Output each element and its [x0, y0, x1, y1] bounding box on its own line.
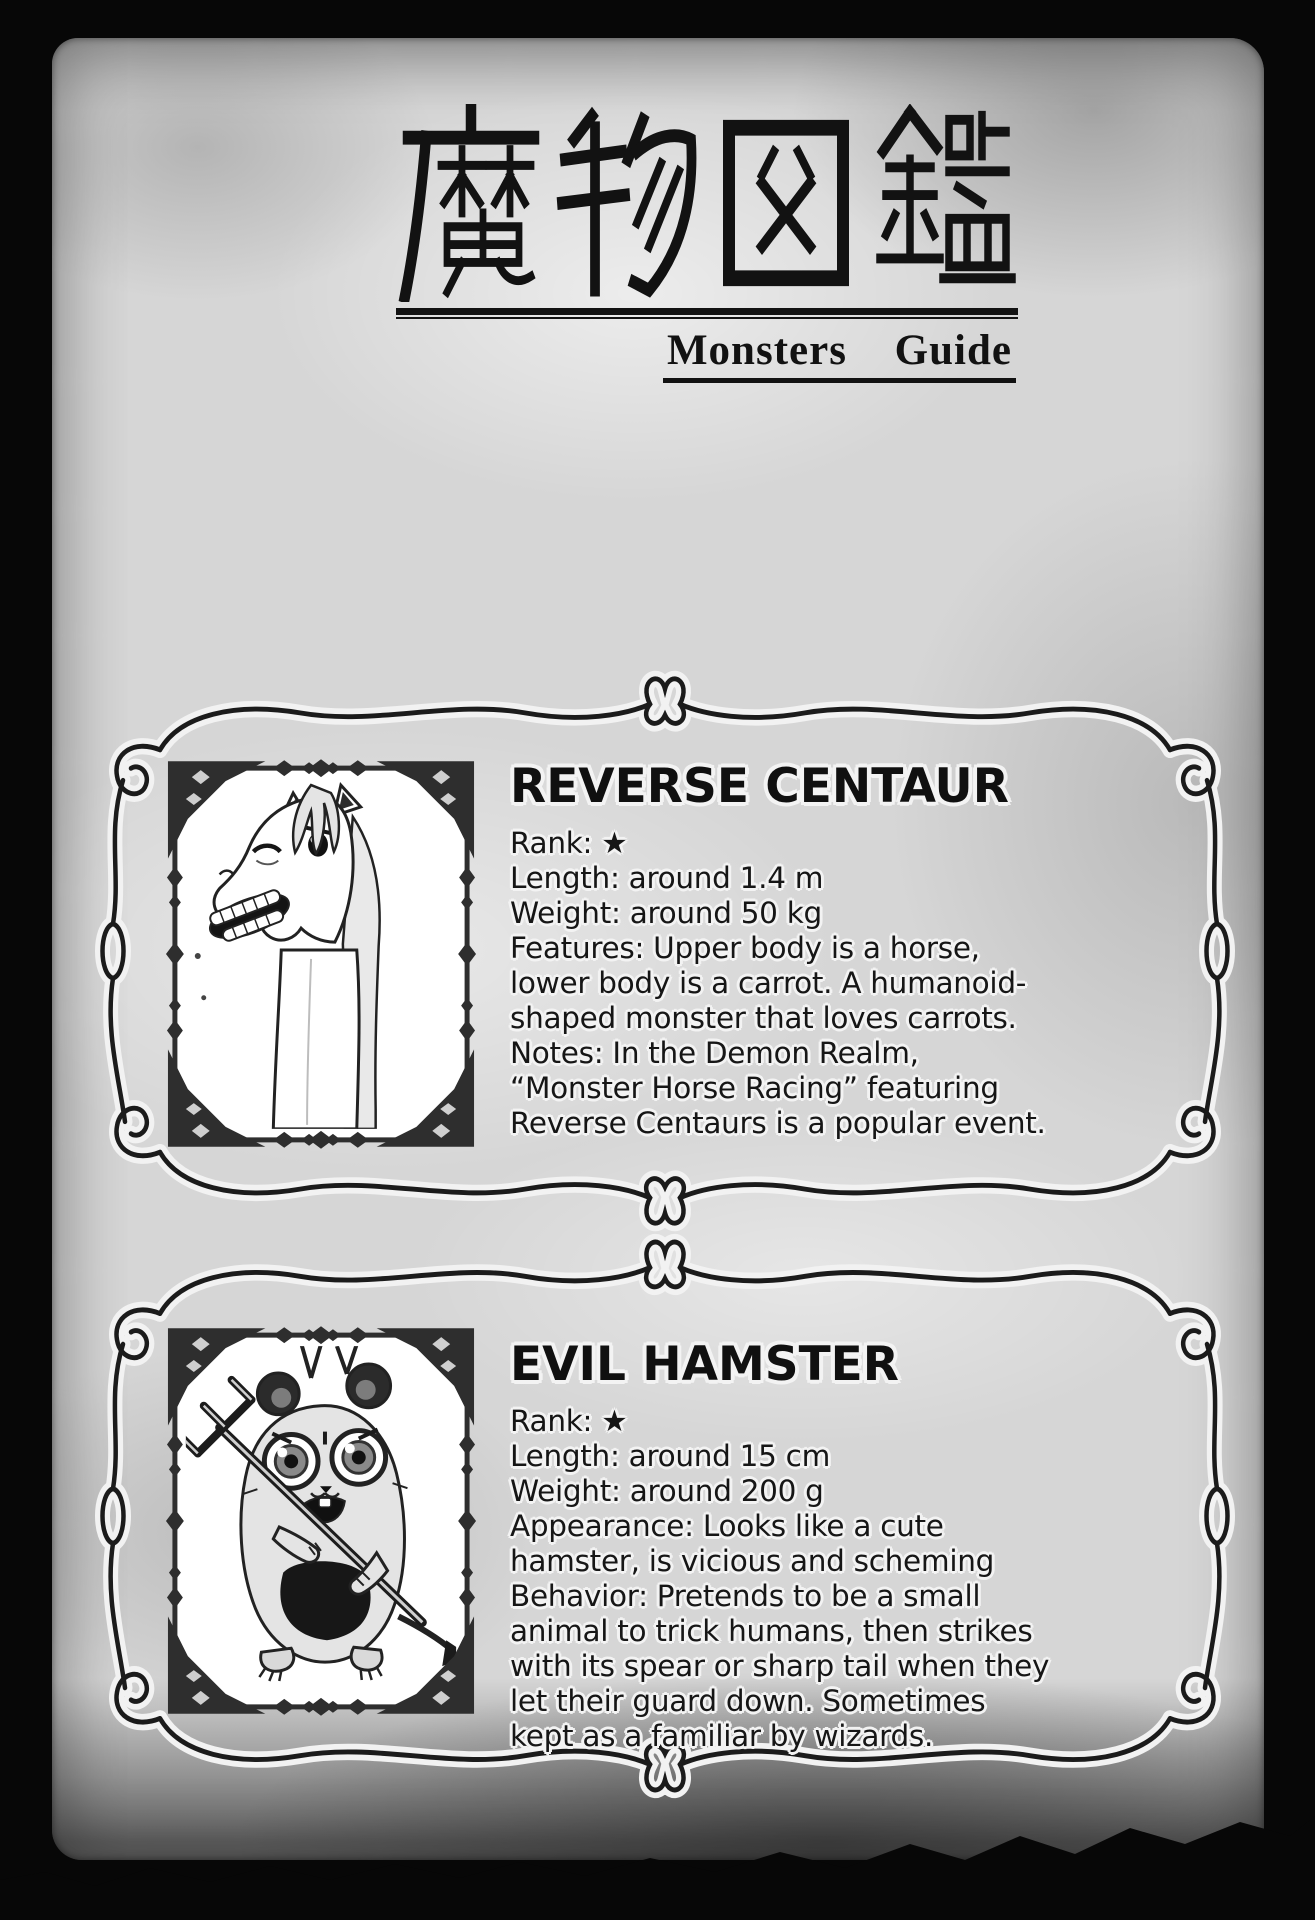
monster-info-line: Notes: In the Demon Realm,: [510, 1036, 919, 1070]
monster-info-line: Reverse Centaurs is a popular event.: [510, 1106, 1046, 1140]
monster-info-line: Features: Upper body is a horse,: [510, 931, 980, 965]
monster-entry-text: [510, 1338, 1215, 1754]
monster-info-line: with its spear or sharp tail when they: [510, 1649, 1050, 1683]
page-bottom-ink-edge: [0, 1780, 1315, 1920]
kanji-kan-glyph: [868, 104, 1018, 302]
monster-info-line: “Monster Horse Racing” featuring: [510, 1071, 999, 1105]
monster-info-line: kept as a familiar by wizards.: [510, 1719, 934, 1753]
monster-entry-reverse-centaur: [85, 652, 1245, 1250]
monster-rank-line: Rank: ★: [510, 826, 628, 860]
guide-subtitle: Monsters Guide: [663, 326, 1016, 383]
monster-info-line: Behavior: Pretends to be a small: [510, 1579, 981, 1613]
monster-rank-line: Rank: ★: [510, 1404, 628, 1438]
kanji-butsu-glyph: [553, 104, 703, 302]
title-underline: [396, 308, 1018, 320]
monster-info-line: let their guard down. Sometimes: [510, 1684, 986, 1718]
guide-title-block: [396, 104, 1018, 383]
reverse-centaur-illustration: [162, 755, 480, 1153]
monster-portrait-frame: [162, 755, 480, 1153]
monster-name: REVERSE CENTAUR: [510, 759, 1009, 814]
monster-info-line: shaped monster that loves carrots.: [510, 1001, 1017, 1035]
monster-weight-line: Weight: around 200 g: [510, 1474, 824, 1508]
kanji-ma-glyph: [396, 104, 546, 302]
monster-portrait-frame: [162, 1322, 480, 1720]
evil-hamster-illustration: [162, 1322, 480, 1720]
monster-info-line: lower body is a carrot. A humanoid-: [510, 966, 1027, 1000]
monster-name: EVIL HAMSTER: [510, 1337, 899, 1392]
monster-length-line: Length: around 15 cm: [510, 1439, 831, 1473]
kanji-zu-glyph: [711, 104, 861, 302]
monster-info-line: animal to trick humans, then strikes: [510, 1614, 1033, 1648]
title-kanji: [396, 104, 1018, 302]
monster-length-line: Length: around 1.4 m: [510, 861, 824, 895]
monster-entry-evil-hamster: [85, 1215, 1245, 1817]
monster-info-line: hamster, is vicious and scheming: [510, 1544, 995, 1578]
monster-info-line: Appearance: Looks like a cute: [510, 1509, 944, 1543]
subtitle-row: [396, 326, 1018, 383]
monster-weight-line: Weight: around 50 kg: [510, 896, 822, 930]
monster-entry-text: [510, 760, 1215, 1141]
